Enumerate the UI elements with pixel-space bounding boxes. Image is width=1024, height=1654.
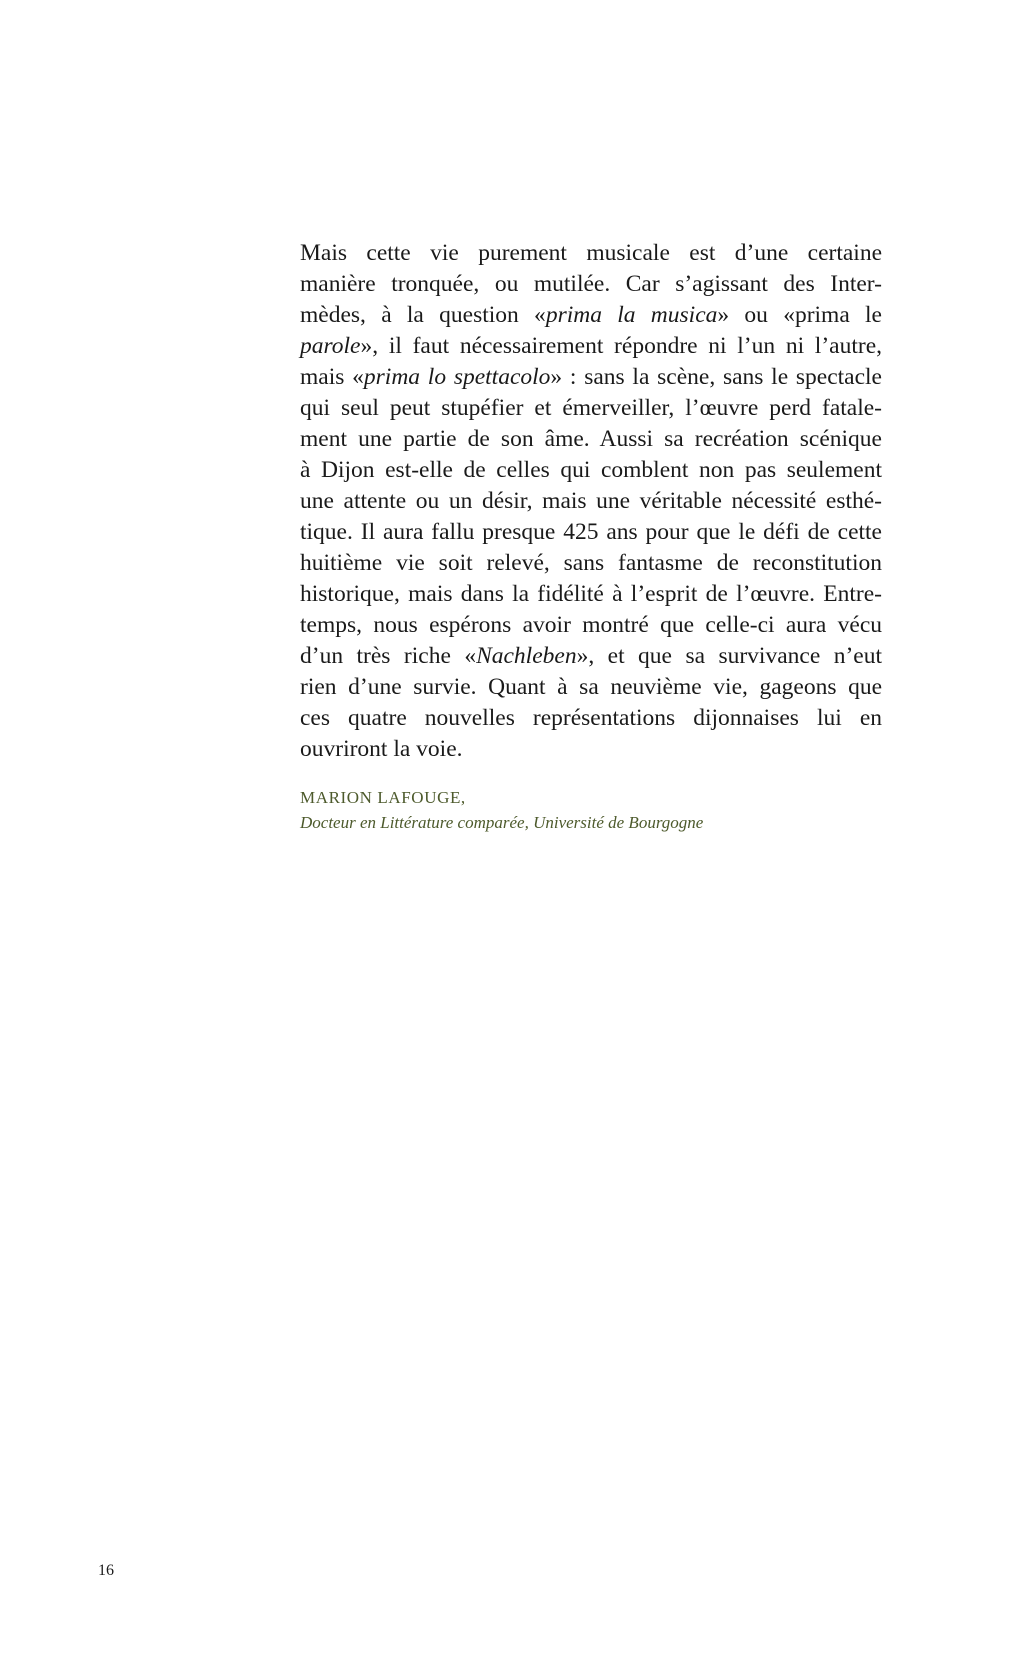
text-line: rien d’une survie. Quant à sa neuvième vie, gageons que [300,674,882,700]
text-line: historique, mais dans la fidélité à l’esprit de l’œuvre. Entre- [300,581,882,607]
author-title: Docteur en Littérature comparée, Université de Bourgogne [300,813,704,832]
text-line: manière tronquée, ou mutilée. Car s’agissant des Inter- [300,271,882,297]
text-line: parole», il faut nécessairement répondre ni l’un ni l’autre, [300,333,882,359]
body-text [300,238,882,765]
text-line: ment une partie de son âme. Aussi sa recréation scénique [300,426,882,452]
text-line: d’un très riche «Nachleben», et que sa survivance n’eut [300,643,882,669]
author-name: MARION LAFOUGE, [300,788,466,807]
text-line: temps, nous espérons avoir montré que celle-ci aura vécu [300,612,882,638]
text-line: huitième vie soit relevé, sans fantasme de reconstitution [300,550,882,576]
text-line: à Dijon est-elle de celles qui comblent non pas seulement [300,457,882,483]
text-line: mais «prima lo spettacolo» : sans la scène, sans le spectacle [300,364,882,390]
text-line: qui seul peut stupéfier et émerveiller, l’œuvre perd fatale- [300,395,882,421]
text-line: tique. Il aura fallu presque 425 ans pour que le défi de cette [300,519,882,545]
text-line: ces quatre nouvelles représentations dijonnaises lui en [300,705,882,731]
text-line: une attente ou un désir, mais une véritable nécessité esthé- [300,488,882,514]
signature [300,786,900,836]
text-line: mèdes, à la question «prima la musica» ou «prima le [300,302,882,328]
text-line: ouvriront la voie. [300,736,463,762]
page-number: 16 [98,1562,114,1579]
text-line: Mais cette vie purement musicale est d’une certaine [300,240,882,266]
